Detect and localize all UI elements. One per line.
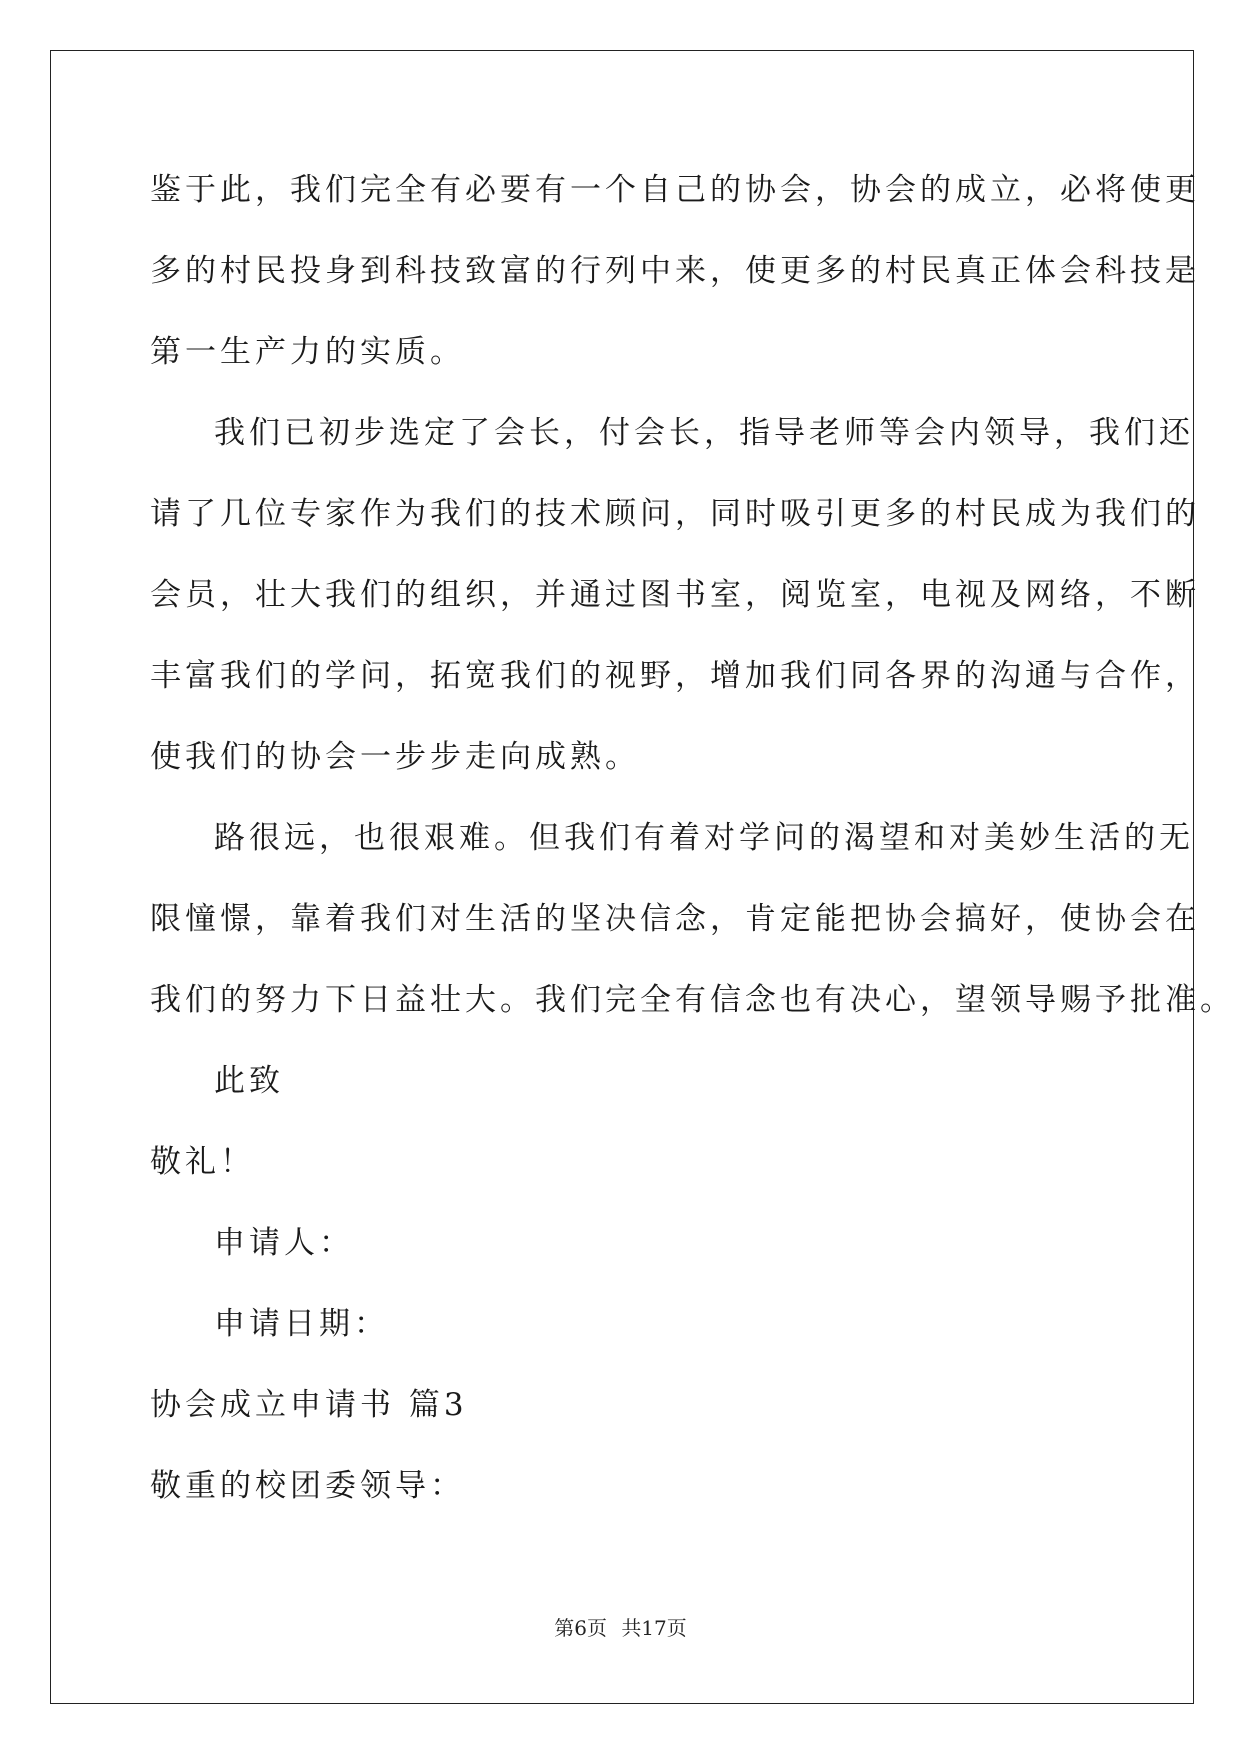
text-line-10: 限憧憬，靠着我们对生活的坚决信念，肯定能把协会搞好，使协会在: [150, 901, 1200, 937]
page-total: 共17页: [621, 1616, 687, 1640]
text-line-6: 会员，壮大我们的组织，并通过图书室，阅览室，电视及网络，不断: [150, 577, 1200, 613]
text-line-1: 鉴于此，我们完全有必要有一个自己的协会，协会的成立，必将使更: [150, 172, 1200, 208]
text-line-5: 请了几位专家作为我们的技术顾问，同时吸引更多的村民成为我们的: [150, 496, 1200, 532]
text-line-3: 第一生产力的实质。: [150, 334, 465, 370]
closing-regards: 敬礼！: [150, 1144, 255, 1180]
letter-greeting: 敬重的校团委领导：: [150, 1468, 465, 1504]
closing-salutation: 此致: [214, 1063, 284, 1099]
text-line-9: 路很远，也很艰难。但我们有着对学问的渴望和对美妙生活的无: [214, 820, 1194, 856]
text-line-11: 我们的努力下日益壮大。我们完全有信念也有决心，望领导赐予批准。: [150, 982, 1235, 1018]
text-line-7: 丰富我们的学问，拓宽我们的视野，增加我们同各界的沟通与合作，: [150, 658, 1200, 694]
text-line-4: 我们已初步选定了会长，付会长，指导老师等会内领导，我们还: [214, 415, 1194, 451]
application-date-field: 申请日期：: [214, 1306, 389, 1342]
page-number: 第6页: [554, 1616, 607, 1640]
text-line-2: 多的村民投身到科技致富的行列中来，使更多的村民真正体会科技是: [150, 253, 1200, 289]
page-footer: [0, 1612, 1241, 1641]
section-heading: 协会成立申请书 篇3: [150, 1387, 468, 1423]
document-body: [150, 150, 1235, 1527]
applicant-field: 申请人：: [214, 1225, 354, 1261]
text-line-8: 使我们的协会一步步走向成熟。: [150, 739, 640, 775]
